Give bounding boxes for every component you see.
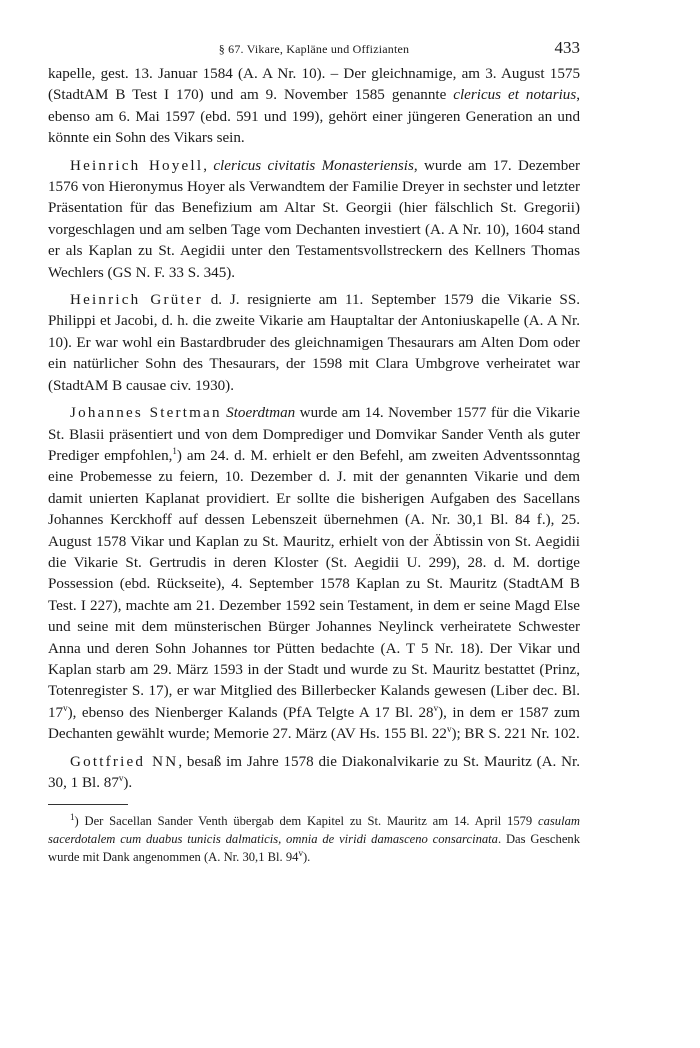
verso-mark: v (63, 702, 68, 713)
text-run: ), in dem er 1587 zum Dechanten gewählt wurde; Memorie 27. März (AV Hs. 155 Bl. 22 (48, 704, 580, 743)
verso-mark: v (298, 847, 303, 858)
footnote-divider (48, 804, 128, 805)
latin-term: clericus civitatis Monasteriensis (213, 157, 414, 174)
latin-term: casulam sacerdotalem cum duabus tunicis dalmaticis, omnia de viridi damasceno consarcinata (48, 814, 580, 847)
text-run: wurde am 14. November 1577 für die Vikarie St. Blasii präsentiert und von dem Domprediger und Domvikar Sander Venth als guter Prediger empfohlen, (48, 405, 580, 464)
main-text (48, 64, 580, 794)
entry-gottfried-nn (48, 752, 580, 795)
entry-heinrich-hoyell (48, 156, 580, 284)
person-name: Heinrich Grüter (70, 292, 203, 309)
text-run: kapelle, gest. 13. Januar 1584 (A. A Nr. 10). – Der gleichnamige, am 3. August 1575 (StadtAM B Test I 170) und am 9. November 1585 genannte (48, 66, 580, 104)
page-header (48, 34, 580, 60)
text-run: , besaß im Jahre 1578 die Diakonalvikarie zu St. Mauritz (A. Nr. 30, 1 Bl. 87 (48, 753, 580, 791)
verso-mark: v (446, 724, 452, 735)
text-run: , ebenso am 6. Mai 1597 (ebd. 591 und 199), gehört einer jüngeren Generation an und könnte ein Sohn des Vikars sein. (48, 87, 581, 147)
name-variant: Stoerdtman (226, 405, 296, 422)
text-run: ), ebenso des Nienberger Kalands (PfA Telgte A 17 Bl. 28 (67, 704, 434, 721)
page (48, 34, 580, 867)
text-run: d. J. resignierte am 11. September 1579 die Vikarie SS. Philippi et Jacobi, d. h. die zweite Vikarie am Hauptaltar der Antoniuskapelle (A. A Nr. 10). Er war wohl ein Bastardbruder des gleichnamigen Thesaurars am Alten Dom oder ein natürlicher Sohn des Thesaurars, der 1598 mit Clara Umbgrove verheiratet war (StadtAM B causae civ. 1930). (48, 292, 580, 394)
text-run: . Das Geschenk wurde mit Dank angenommen (A. Nr. 30,1 Bl. 94 (48, 832, 581, 864)
person-name: Heinrich Hoyell (70, 157, 204, 174)
text-run: , (203, 157, 214, 174)
verso-mark: v (118, 772, 124, 783)
entry-heinrich-grueter (48, 290, 580, 397)
footnote (48, 813, 580, 866)
person-name: Gottfried NN (70, 753, 179, 770)
footnote-reference: 1 (172, 445, 177, 456)
page-number: 433 (554, 38, 580, 57)
text-run: ) am 24. d. M. erhielt er den Befehl, am zweiten Adventssonntag eine Probemesse zu feiern, 10. Dezember d. J. mit der genannten Vikarie und dem damit unierten Kaplanat providiert. Er sollte die bisherigen Aufgaben des Sacellans Johannes Kerckhoff auf dessen Lebenszeit übernehmen (A. Nr. 30,1 Bl. 84 f.), 25. August 1578 Vikar und Kaplan zu St. Mauritz, erhielt von der Äbtissin von St. Aegidii die Vikarie St. Gertrudis in deren Kloster (St. Aegidii U. 299), 28. d. M. dortige Possession (ebd. Rückseite), 4. September 1578 Kaplan zu St. Mauritz (StadtAM B Test. I 227), machte am 21. Dezember 1592 sein Testament, in dem er seine Magd Else und seine mit dem münsterischen Bürger Johannes Neylinck verheiratete Schwester Anna und deren Sohn Johannes tor Pütten bedachte (A. T 5 Nr. 18). Der Vikar und Kaplan starb am 29. März 1593 in der Stadt und wurde zu St. Mauritz bestattet (Prinz, Totenregister S. 17), er war Mitglied des Billerbecker Kalands gewesen (Liber dec. Bl. 17 (48, 447, 581, 721)
entry-johannes-stertman (48, 403, 580, 746)
text-run: ) Der Sacellan Sander Venth übergab dem Kapitel zu St. Mauritz am 14. April 1579 (74, 814, 539, 829)
verso-mark: v (433, 702, 439, 713)
text-run: ); BR S. 221 Nr. 102. (451, 726, 580, 743)
text-run: , wurde am 17. Dezember 1576 von Hieronymus Hoyer als Verwandtem der Familie Dreyer in sechster und letzter Präsentation für das Benefizium am Altar St. Georgii (hier fälschlich St. Gregorii) vorgeschlagen und am selben Tage vom Dechanten investiert (A. A Nr. 10), 1604 stand er als Kaplan zu St. Aegidii unter den Testamentsvollstreckern des Kellners Thomas Wechlers (GS N. F. 33 S. 345). (48, 157, 581, 281)
footnote-number: 1 (70, 812, 75, 823)
running-head: § 67. Vikare, Kapläne und Offizianten (218, 42, 410, 56)
text-run: ). (123, 775, 133, 791)
latin-term: clericus et notarius (453, 87, 577, 104)
person-name: Johannes Stertman (70, 405, 222, 422)
text-run: ). (302, 850, 311, 864)
paragraph-continuation (48, 64, 580, 150)
